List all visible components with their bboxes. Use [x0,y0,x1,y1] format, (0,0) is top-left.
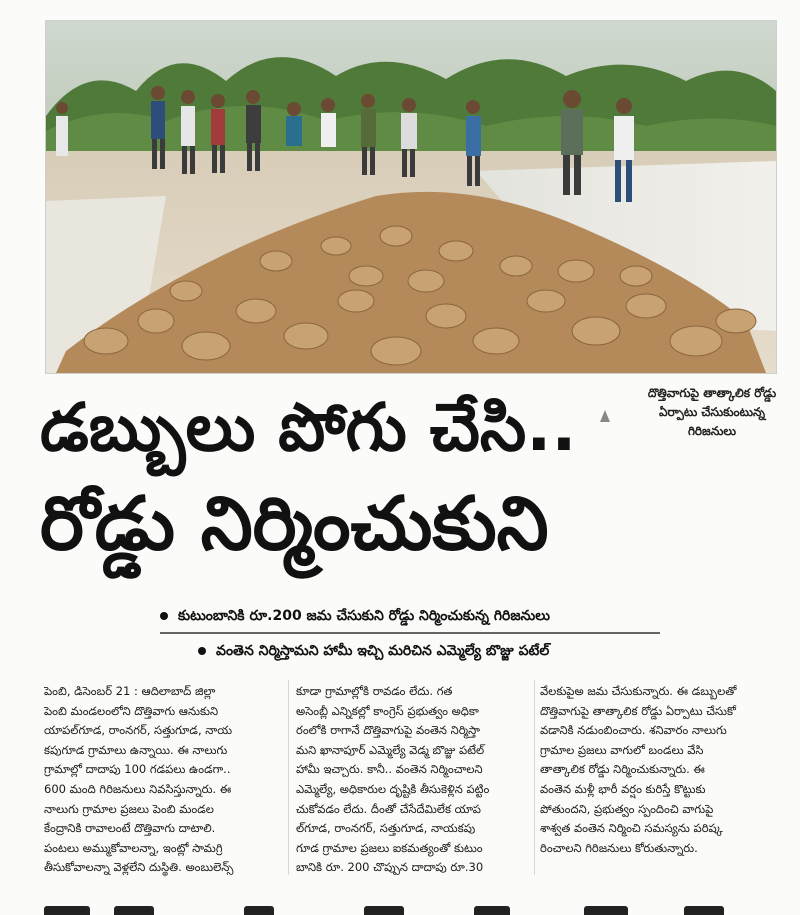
headline-line-2: రోడ్డు నిర్మించుకుని [40,481,549,567]
article-line: చుకోవడం లేదు. దీంతో చేసేదేమిలేక యాప [296,801,481,816]
article-line: బానికి రూ. 200 చొప్పున దాదాపు రూ.30 [296,860,484,875]
article-column-1 [44,682,282,878]
cutoff-glyph [244,906,274,915]
column-divider [288,680,289,875]
article-line: రించాలని గిరిజనులు కోరుతున్నారు. [540,840,698,855]
article-column-2 [296,682,528,878]
caption-line: ఏర్పాటు చేసుకుంటున్న [658,405,766,419]
article-line: దొత్తివాగుపై తాత్కాలిక రోడ్డు ఏర్పాటు చేసుకో [540,703,736,718]
article-line: గూడ గ్రామాల ప్రజలు ఐకమత్యంతో కుటుం [296,840,483,855]
article-line: పోతుందని, ప్రభుత్వం స్పందించి వాగుపై [540,801,714,816]
news-photo [45,20,777,374]
article-line: కపుగూడ గ్రామాలు ఉన్నాయి. ఈ నాలుగు [44,742,228,757]
article-line: ల్‌గూడ, రాంనగర్, సత్తుగూడ, నాయకపు [296,821,476,836]
article-line: ఎమ్మెల్యే, అధికారుల దృష్టికి తీసుకెళ్లిన పట్టిం [296,781,490,796]
article-line: పంటలు అమ్ముకోవాలన్నా, ఇంట్లో సామగ్రి [44,840,223,855]
column-divider [534,680,535,875]
article-line: పెంబి, డిసెంబర్ 21 : ఆదిలాబాద్ జిల్లా [44,684,216,698]
article-line: రంలోకి రాగానే దొత్తివాగుపై వంతెన నిర్మిస్తా [296,723,480,738]
article-line: పెంబి మండలంలోని దొత్తివాగు ఆనుకుని [44,703,219,718]
divider [160,632,660,634]
next-article-cutoff [44,898,764,915]
subheading-2 [198,643,549,662]
article-line: 600 మంది గిరిజనులు నివసిస్తున్నారు. ఈ [44,781,232,796]
cutoff-glyph [44,906,90,915]
article-line: వడానికి నడుంబించారు. శనివారం నాలుగు [540,723,727,738]
bullet-icon [198,647,206,655]
cutoff-glyph [584,906,628,915]
article-line: హామీ ఇచ్చారు. కానీ.. వంతెన నిర్మించాలని [296,762,483,777]
article-line: వంతెన మళ్లీ భారీ వర్షం కురిస్తే కొట్టుకు [540,781,706,796]
subheading-text: వంతెన నిర్మిస్తామని హామీ ఇచ్చి మరిచిన ఎమ్మెల్యే బొజ్జు పటేల్ [216,643,550,659]
article-line: తాత్కాలిక రోడ్డు నిర్మించుకున్నారు. ఈ [540,762,705,777]
bullet-icon [160,612,168,620]
headline-line-1: డబ్బులు పోగు చేసి.. [40,389,577,466]
caption-line: దొత్తివాగుపై తాత్కాలిక రోడ్డు [647,386,777,400]
article-line: గ్రామాల్లో దాదాపు 100 గడపలు ఉండగా.. [44,762,231,777]
article-line: అసెంబ్లీ ఎన్నికల్లో కాంగ్రెస్ ప్రభుత్వం అధికా [296,703,479,718]
article-column-3 [540,682,770,858]
article-line: శాశ్వత వంతెన నిర్మించి సమస్యను పరిష్క [540,821,723,836]
photo-illustration [46,21,776,373]
article-line: మని ఖానాపూర్ ఎమ్మెల్యే వెడ్మ బొజ్జు పటేల్ [296,742,485,757]
article-line: యాపల్‌గూడ, రాంనగర్, సత్తుగూడ, నాయ [44,723,232,738]
article-line: తీసుకోవాలన్నా వెళ్లలేని దుస్థితి. అంబులెన్స్ [44,860,234,875]
subheading-1 [160,608,550,627]
cutoff-glyph [684,906,724,915]
article-line: కేంద్రానికి రావాలంటే దొత్తివాగు దాటాలి. [44,821,216,836]
article-line: నాలుగు గ్రామాల ప్రజలు పెంబి మండల [44,801,214,816]
subheading-text: కుటుంబానికి రూ.200 జమ చేసుకుని రోడ్డు నిర్మించుకున్న గిరిజనులు [178,608,551,624]
article-line: కూడా గ్రామాల్లోకి రావడం లేదు. గత [296,684,453,698]
caption-line: గిరిజనులు [687,424,737,438]
article-line: వేలకుపైఅ జమ చేసుకున్నారు. ఈ డబ్బులతో [540,684,737,698]
photo-caption [600,384,800,441]
cutoff-glyph [114,906,154,915]
article-line: గ్రామాల ప్రజలు వాగులో బండలు వేసి [540,742,704,757]
caption-arrow-icon [600,410,610,422]
cutoff-glyph [474,906,510,915]
cutoff-glyph [364,906,404,915]
